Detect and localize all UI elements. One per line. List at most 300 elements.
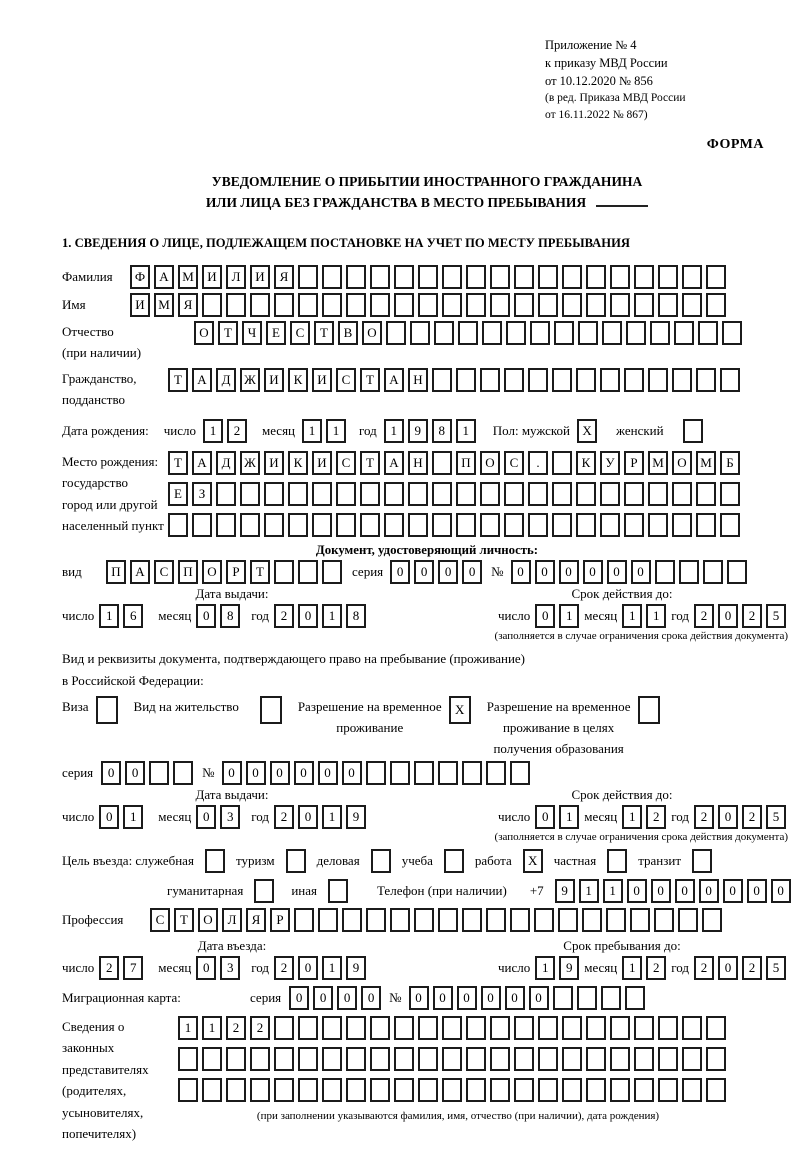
char-cell[interactable]: [720, 482, 740, 506]
char-cell[interactable]: [178, 1047, 198, 1071]
char-cell[interactable]: 0: [337, 986, 357, 1010]
char-cell[interactable]: [456, 482, 476, 506]
char-cell[interactable]: 1: [456, 419, 476, 443]
char-cell[interactable]: 1: [322, 956, 342, 980]
char-cell[interactable]: 1: [123, 805, 143, 829]
char-cell[interactable]: [298, 1078, 318, 1102]
char-cell[interactable]: [286, 849, 306, 873]
char-cell[interactable]: [577, 986, 597, 1010]
char-cell[interactable]: 2: [742, 956, 762, 980]
char-cell[interactable]: 1: [326, 419, 346, 443]
char-cell[interactable]: 1: [384, 419, 404, 443]
char-cell[interactable]: [418, 1078, 438, 1102]
char-cell[interactable]: [679, 560, 699, 584]
char-cell[interactable]: 0: [298, 956, 318, 980]
char-cell[interactable]: 2: [742, 604, 762, 628]
char-cell[interactable]: 0: [433, 986, 453, 1010]
char-cell[interactable]: 2: [274, 604, 294, 628]
char-cell[interactable]: [462, 908, 482, 932]
char-cell[interactable]: И: [312, 368, 332, 392]
char-cell[interactable]: [250, 1078, 270, 1102]
char-cell[interactable]: 0: [535, 805, 555, 829]
char-cell[interactable]: [336, 513, 356, 537]
char-cell[interactable]: [510, 761, 530, 785]
char-cell[interactable]: 2: [646, 956, 666, 980]
char-cell[interactable]: [586, 293, 606, 317]
char-cell[interactable]: В: [338, 321, 358, 345]
char-cell[interactable]: С: [154, 560, 174, 584]
char-cell[interactable]: 5: [766, 956, 786, 980]
char-cell[interactable]: [260, 696, 282, 724]
char-cell[interactable]: 1: [559, 604, 579, 628]
char-cell[interactable]: [624, 368, 644, 392]
char-cell[interactable]: [288, 513, 308, 537]
char-cell[interactable]: [576, 368, 596, 392]
char-cell[interactable]: [202, 1078, 222, 1102]
char-cell[interactable]: [538, 1078, 558, 1102]
char-cell[interactable]: 0: [718, 805, 738, 829]
char-cell[interactable]: [514, 1016, 534, 1040]
char-cell[interactable]: [630, 908, 650, 932]
char-cell[interactable]: 6: [123, 604, 143, 628]
char-cell[interactable]: [528, 482, 548, 506]
char-cell[interactable]: [562, 1047, 582, 1071]
char-cell[interactable]: 0: [342, 761, 362, 785]
char-cell[interactable]: X: [577, 419, 597, 443]
char-cell[interactable]: 2: [99, 956, 119, 980]
char-cell[interactable]: М: [154, 293, 174, 317]
char-cell[interactable]: Т: [168, 451, 188, 475]
char-cell[interactable]: [534, 908, 554, 932]
char-cell[interactable]: 0: [723, 879, 743, 903]
char-cell[interactable]: [486, 908, 506, 932]
char-cell[interactable]: 0: [627, 879, 647, 903]
char-cell[interactable]: [601, 986, 621, 1010]
char-cell[interactable]: [322, 1016, 342, 1040]
char-cell[interactable]: О: [362, 321, 382, 345]
char-cell[interactable]: [480, 513, 500, 537]
char-cell[interactable]: 2: [694, 805, 714, 829]
char-cell[interactable]: 1: [603, 879, 623, 903]
char-cell[interactable]: [528, 513, 548, 537]
char-cell[interactable]: X: [523, 849, 543, 873]
char-cell[interactable]: [586, 1078, 606, 1102]
char-cell[interactable]: [386, 321, 406, 345]
char-cell[interactable]: [322, 265, 342, 289]
char-cell[interactable]: 2: [694, 956, 714, 980]
char-cell[interactable]: [576, 513, 596, 537]
char-cell[interactable]: [370, 265, 390, 289]
char-cell[interactable]: 0: [298, 604, 318, 628]
char-cell[interactable]: [490, 1047, 510, 1071]
char-cell[interactable]: [370, 1047, 390, 1071]
char-cell[interactable]: [692, 849, 712, 873]
char-cell[interactable]: [706, 1016, 726, 1040]
char-cell[interactable]: [698, 321, 718, 345]
char-cell[interactable]: [216, 482, 236, 506]
char-cell[interactable]: 0: [462, 560, 482, 584]
char-cell[interactable]: [672, 482, 692, 506]
char-cell[interactable]: 0: [651, 879, 671, 903]
char-cell[interactable]: 2: [742, 805, 762, 829]
char-cell[interactable]: А: [384, 451, 404, 475]
char-cell[interactable]: И: [202, 265, 222, 289]
char-cell[interactable]: [658, 1078, 678, 1102]
char-cell[interactable]: [346, 293, 366, 317]
char-cell[interactable]: 0: [409, 986, 429, 1010]
char-cell[interactable]: [216, 513, 236, 537]
char-cell[interactable]: [552, 451, 572, 475]
char-cell[interactable]: 9: [408, 419, 428, 443]
char-cell[interactable]: [610, 293, 630, 317]
char-cell[interactable]: Ч: [242, 321, 262, 345]
char-cell[interactable]: [466, 1047, 486, 1071]
char-cell[interactable]: [408, 513, 428, 537]
char-cell[interactable]: [149, 761, 169, 785]
char-cell[interactable]: И: [250, 265, 270, 289]
char-cell[interactable]: .: [528, 451, 548, 475]
char-cell[interactable]: [442, 265, 462, 289]
char-cell[interactable]: 1: [322, 805, 342, 829]
char-cell[interactable]: [432, 482, 452, 506]
char-cell[interactable]: 0: [631, 560, 651, 584]
char-cell[interactable]: Т: [360, 451, 380, 475]
char-cell[interactable]: 7: [123, 956, 143, 980]
char-cell[interactable]: 2: [250, 1016, 270, 1040]
char-cell[interactable]: А: [154, 265, 174, 289]
char-cell[interactable]: [552, 513, 572, 537]
char-cell[interactable]: Я: [246, 908, 266, 932]
char-cell[interactable]: [438, 908, 458, 932]
char-cell[interactable]: И: [264, 368, 284, 392]
char-cell[interactable]: [442, 293, 462, 317]
char-cell[interactable]: [480, 482, 500, 506]
char-cell[interactable]: [486, 761, 506, 785]
char-cell[interactable]: Ф: [130, 265, 150, 289]
char-cell[interactable]: 2: [227, 419, 247, 443]
char-cell[interactable]: [648, 368, 668, 392]
char-cell[interactable]: [634, 1047, 654, 1071]
char-cell[interactable]: 1: [202, 1016, 222, 1040]
char-cell[interactable]: Т: [360, 368, 380, 392]
char-cell[interactable]: [336, 482, 356, 506]
char-cell[interactable]: [366, 761, 386, 785]
char-cell[interactable]: 1: [302, 419, 322, 443]
char-cell[interactable]: Б: [720, 451, 740, 475]
char-cell[interactable]: [682, 293, 702, 317]
char-cell[interactable]: 0: [438, 560, 458, 584]
char-cell[interactable]: [552, 482, 572, 506]
char-cell[interactable]: [371, 849, 391, 873]
char-cell[interactable]: [466, 293, 486, 317]
char-cell[interactable]: [586, 265, 606, 289]
char-cell[interactable]: [444, 849, 464, 873]
char-cell[interactable]: Д: [216, 368, 236, 392]
char-cell[interactable]: [298, 560, 318, 584]
char-cell[interactable]: [432, 513, 452, 537]
char-cell[interactable]: [720, 368, 740, 392]
char-cell[interactable]: 0: [289, 986, 309, 1010]
char-cell[interactable]: 1: [579, 879, 599, 903]
char-cell[interactable]: 0: [125, 761, 145, 785]
char-cell[interactable]: [298, 1016, 318, 1040]
char-cell[interactable]: [514, 265, 534, 289]
char-cell[interactable]: [553, 986, 573, 1010]
char-cell[interactable]: [600, 368, 620, 392]
char-cell[interactable]: [346, 265, 366, 289]
char-cell[interactable]: [696, 482, 716, 506]
char-cell[interactable]: [610, 1047, 630, 1071]
char-cell[interactable]: [384, 513, 404, 537]
char-cell[interactable]: [606, 908, 626, 932]
char-cell[interactable]: [254, 879, 274, 903]
char-cell[interactable]: 3: [220, 956, 240, 980]
char-cell[interactable]: Л: [226, 265, 246, 289]
char-cell[interactable]: Р: [624, 451, 644, 475]
char-cell[interactable]: [514, 1047, 534, 1071]
char-cell[interactable]: [390, 908, 410, 932]
char-cell[interactable]: [96, 696, 118, 724]
char-cell[interactable]: [318, 908, 338, 932]
char-cell[interactable]: 0: [559, 560, 579, 584]
char-cell[interactable]: [510, 908, 530, 932]
char-cell[interactable]: X: [449, 696, 471, 724]
char-cell[interactable]: З: [192, 482, 212, 506]
char-cell[interactable]: Р: [226, 560, 246, 584]
char-cell[interactable]: [582, 908, 602, 932]
char-cell[interactable]: 0: [529, 986, 549, 1010]
char-cell[interactable]: 0: [505, 986, 525, 1010]
char-cell[interactable]: [274, 1078, 294, 1102]
char-cell[interactable]: Т: [250, 560, 270, 584]
char-cell[interactable]: [678, 908, 698, 932]
char-cell[interactable]: [360, 513, 380, 537]
char-cell[interactable]: [638, 696, 660, 724]
char-cell[interactable]: [655, 560, 675, 584]
char-cell[interactable]: [418, 265, 438, 289]
char-cell[interactable]: [298, 293, 318, 317]
char-cell[interactable]: 2: [646, 805, 666, 829]
char-cell[interactable]: [504, 482, 524, 506]
char-cell[interactable]: 3: [220, 805, 240, 829]
char-cell[interactable]: [202, 293, 222, 317]
char-cell[interactable]: [274, 560, 294, 584]
char-cell[interactable]: [192, 513, 212, 537]
char-cell[interactable]: [514, 293, 534, 317]
char-cell[interactable]: О: [198, 908, 218, 932]
char-cell[interactable]: 0: [414, 560, 434, 584]
char-cell[interactable]: [346, 1078, 366, 1102]
char-cell[interactable]: П: [106, 560, 126, 584]
char-cell[interactable]: 1: [322, 604, 342, 628]
char-cell[interactable]: [658, 1016, 678, 1040]
char-cell[interactable]: [458, 321, 478, 345]
char-cell[interactable]: [466, 1078, 486, 1102]
char-cell[interactable]: Я: [178, 293, 198, 317]
char-cell[interactable]: 0: [535, 560, 555, 584]
char-cell[interactable]: 1: [178, 1016, 198, 1040]
char-cell[interactable]: С: [336, 368, 356, 392]
char-cell[interactable]: 1: [535, 956, 555, 980]
char-cell[interactable]: [456, 368, 476, 392]
char-cell[interactable]: [322, 1047, 342, 1071]
char-cell[interactable]: [390, 761, 410, 785]
char-cell[interactable]: С: [290, 321, 310, 345]
char-cell[interactable]: М: [696, 451, 716, 475]
char-cell[interactable]: [274, 293, 294, 317]
char-cell[interactable]: 1: [622, 604, 642, 628]
char-cell[interactable]: [658, 1047, 678, 1071]
char-cell[interactable]: 0: [771, 879, 791, 903]
char-cell[interactable]: [226, 1078, 246, 1102]
char-cell[interactable]: Т: [314, 321, 334, 345]
char-cell[interactable]: [410, 321, 430, 345]
char-cell[interactable]: Е: [168, 482, 188, 506]
char-cell[interactable]: [346, 1016, 366, 1040]
char-cell[interactable]: 0: [511, 560, 531, 584]
char-cell[interactable]: [298, 1047, 318, 1071]
char-cell[interactable]: 8: [346, 604, 366, 628]
char-cell[interactable]: [528, 368, 548, 392]
char-cell[interactable]: П: [178, 560, 198, 584]
char-cell[interactable]: [602, 321, 622, 345]
char-cell[interactable]: [683, 419, 703, 443]
char-cell[interactable]: 8: [432, 419, 452, 443]
char-cell[interactable]: Н: [408, 451, 428, 475]
char-cell[interactable]: [312, 513, 332, 537]
char-cell[interactable]: [414, 908, 434, 932]
char-cell[interactable]: 0: [481, 986, 501, 1010]
char-cell[interactable]: 1: [203, 419, 223, 443]
char-cell[interactable]: [558, 908, 578, 932]
char-cell[interactable]: [408, 482, 428, 506]
char-cell[interactable]: С: [336, 451, 356, 475]
char-cell[interactable]: [610, 1016, 630, 1040]
char-cell[interactable]: [624, 513, 644, 537]
char-cell[interactable]: [328, 879, 348, 903]
char-cell[interactable]: [250, 1047, 270, 1071]
char-cell[interactable]: [490, 293, 510, 317]
char-cell[interactable]: 0: [675, 879, 695, 903]
char-cell[interactable]: 0: [270, 761, 290, 785]
char-cell[interactable]: [432, 451, 452, 475]
char-cell[interactable]: [610, 265, 630, 289]
char-cell[interactable]: [274, 1047, 294, 1071]
char-cell[interactable]: [538, 293, 558, 317]
char-cell[interactable]: [562, 1016, 582, 1040]
char-cell[interactable]: [720, 513, 740, 537]
char-cell[interactable]: [538, 265, 558, 289]
char-cell[interactable]: 1: [622, 805, 642, 829]
char-cell[interactable]: [538, 1047, 558, 1071]
char-cell[interactable]: А: [192, 451, 212, 475]
char-cell[interactable]: Я: [274, 265, 294, 289]
char-cell[interactable]: 9: [559, 956, 579, 980]
char-cell[interactable]: [650, 321, 670, 345]
char-cell[interactable]: [456, 513, 476, 537]
char-cell[interactable]: [552, 368, 572, 392]
char-cell[interactable]: Ж: [240, 368, 260, 392]
char-cell[interactable]: [490, 1078, 510, 1102]
char-cell[interactable]: 9: [555, 879, 575, 903]
char-cell[interactable]: [706, 265, 726, 289]
char-cell[interactable]: [394, 1078, 414, 1102]
char-cell[interactable]: 1: [646, 604, 666, 628]
char-cell[interactable]: [226, 1047, 246, 1071]
char-cell[interactable]: М: [648, 451, 668, 475]
char-cell[interactable]: [394, 293, 414, 317]
char-cell[interactable]: 0: [535, 604, 555, 628]
char-cell[interactable]: С: [504, 451, 524, 475]
char-cell[interactable]: 0: [298, 805, 318, 829]
char-cell[interactable]: 8: [220, 604, 240, 628]
char-cell[interactable]: 0: [361, 986, 381, 1010]
char-cell[interactable]: 1: [99, 604, 119, 628]
char-cell[interactable]: 0: [390, 560, 410, 584]
char-cell[interactable]: [634, 1016, 654, 1040]
char-cell[interactable]: 0: [196, 805, 216, 829]
char-cell[interactable]: [648, 513, 668, 537]
char-cell[interactable]: [658, 293, 678, 317]
char-cell[interactable]: [706, 1047, 726, 1071]
char-cell[interactable]: 9: [346, 805, 366, 829]
char-cell[interactable]: [384, 482, 404, 506]
char-cell[interactable]: 0: [583, 560, 603, 584]
char-cell[interactable]: [294, 908, 314, 932]
char-cell[interactable]: Е: [266, 321, 286, 345]
char-cell[interactable]: [722, 321, 742, 345]
char-cell[interactable]: [226, 293, 246, 317]
char-cell[interactable]: [394, 1016, 414, 1040]
char-cell[interactable]: 0: [747, 879, 767, 903]
char-cell[interactable]: [264, 513, 284, 537]
char-cell[interactable]: У: [600, 451, 620, 475]
char-cell[interactable]: 0: [313, 986, 333, 1010]
char-cell[interactable]: [418, 293, 438, 317]
char-cell[interactable]: [586, 1047, 606, 1071]
char-cell[interactable]: 2: [274, 805, 294, 829]
char-cell[interactable]: 2: [274, 956, 294, 980]
char-cell[interactable]: [370, 1078, 390, 1102]
char-cell[interactable]: [607, 849, 627, 873]
char-cell[interactable]: [610, 1078, 630, 1102]
char-cell[interactable]: 0: [196, 956, 216, 980]
char-cell[interactable]: [672, 368, 692, 392]
char-cell[interactable]: 0: [607, 560, 627, 584]
char-cell[interactable]: Р: [270, 908, 290, 932]
char-cell[interactable]: [434, 321, 454, 345]
char-cell[interactable]: 0: [718, 604, 738, 628]
char-cell[interactable]: [394, 265, 414, 289]
char-cell[interactable]: Т: [174, 908, 194, 932]
char-cell[interactable]: К: [576, 451, 596, 475]
char-cell[interactable]: [554, 321, 574, 345]
char-cell[interactable]: [173, 761, 193, 785]
char-cell[interactable]: 2: [226, 1016, 246, 1040]
char-cell[interactable]: [432, 368, 452, 392]
char-cell[interactable]: 1: [559, 805, 579, 829]
char-cell[interactable]: [322, 1078, 342, 1102]
char-cell[interactable]: [706, 1078, 726, 1102]
char-cell[interactable]: [418, 1047, 438, 1071]
char-cell[interactable]: [702, 908, 722, 932]
char-cell[interactable]: [514, 1078, 534, 1102]
char-cell[interactable]: [202, 1047, 222, 1071]
char-cell[interactable]: [322, 560, 342, 584]
char-cell[interactable]: 5: [766, 805, 786, 829]
char-cell[interactable]: [727, 560, 747, 584]
char-cell[interactable]: [648, 482, 668, 506]
